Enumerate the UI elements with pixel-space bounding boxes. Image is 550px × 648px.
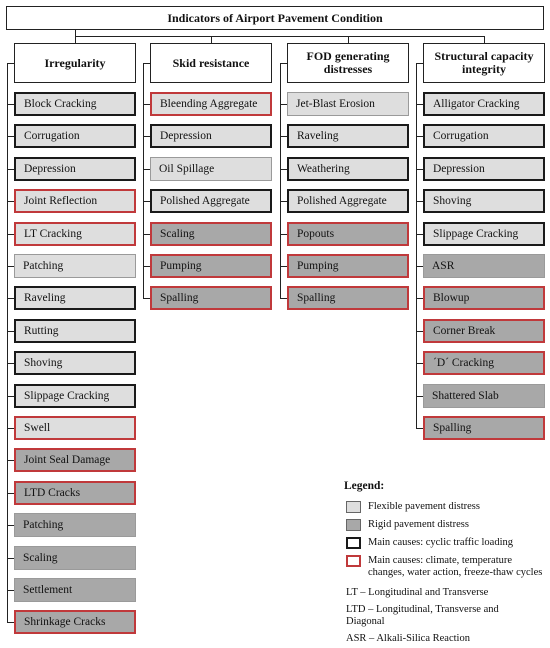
distress-item [14,481,136,505]
distress-item-label: Oil Spillage [159,162,215,175]
distress-item [423,319,545,343]
item-tick-line [7,590,14,591]
item-tick-line [7,622,14,623]
distress-item [287,124,409,148]
distress-item [423,157,545,181]
spine-top-tick-structural [416,63,423,64]
item-tick-line [7,493,14,494]
item-tick-line [416,363,423,364]
item-tick-line [416,201,423,202]
distress-item-label: Scaling [23,551,58,564]
spine-line-structural [416,63,417,429]
spine-line-fod [280,63,281,299]
item-tick-line [143,234,150,235]
item-tick-line [280,298,287,299]
header-drop-line-skid [211,36,212,43]
distress-item-label: Shrinkage Cracks [24,615,106,628]
distress-item [423,286,545,310]
distress-item-label: Raveling [297,129,339,142]
item-tick-line [416,169,423,170]
distress-item [14,92,136,116]
item-tick-line [280,234,287,235]
distress-item-label: ´D´ Cracking [433,356,494,369]
distress-item [287,254,409,278]
spine-line-irregularity [7,63,8,623]
column-header-text: Structural capacity integrity [434,49,534,76]
distress-item-label: Swell [24,421,51,434]
distress-item [14,416,136,440]
item-tick-line [143,136,150,137]
distress-item-label: Slippage Cracking [433,227,519,240]
distress-item-label: Depression [433,162,485,175]
header-drop-line-fod [348,36,349,43]
distress-item-label: Popouts [297,227,335,240]
item-tick-line [416,331,423,332]
item-tick-line [7,266,14,267]
item-tick-line [143,266,150,267]
distress-item-label: Spalling [297,291,336,304]
legend-swatch-cyclic [346,537,361,549]
distress-item-label: Corner Break [433,324,496,337]
distress-item-label: Alligator Cracking [433,97,520,110]
item-tick-line [143,201,150,202]
column-header-fod [287,43,409,83]
distress-item [150,189,272,213]
legend-cyclic: Main causes: cyclic traffic loading [368,537,514,548]
distress-item [423,351,545,375]
item-tick-line [7,558,14,559]
distress-item-label: Polished Aggregate [160,194,250,207]
distress-item-label: Joint Seal Damage [24,453,111,466]
distress-item [150,157,272,181]
distress-item [14,286,136,310]
column-header-text: Irregularity [44,55,106,70]
legend-swatch-rigid [346,519,361,531]
spine-top-tick-fod [280,63,287,64]
legend-title: Legend: [344,480,385,492]
distress-item-label: Rutting [24,324,59,337]
item-tick-line [280,136,287,137]
distress-item-label: Settlement [23,583,73,596]
item-tick-line [143,298,150,299]
distress-item-label: LT Cracking [24,227,82,240]
distress-item [14,384,136,408]
legend-asr: ASR – Alkali-Silica Reaction [346,633,470,644]
distress-item [423,416,545,440]
item-tick-line [280,201,287,202]
distress-item-label: Spalling [433,421,472,434]
legend-ltd: LTD – Longitudinal, Transverse and Diagonal [346,604,499,627]
distress-item-label: Depression [24,162,76,175]
distress-item-label: Spalling [160,291,199,304]
distress-item [14,254,136,278]
distress-item [14,319,136,343]
spine-top-tick-irregularity [7,63,14,64]
distress-item [150,222,272,246]
item-tick-line [7,428,14,429]
legend-swatch-climate [346,555,361,567]
distress-item-label: ASR [432,259,455,272]
item-tick-line [7,234,14,235]
distress-item [287,157,409,181]
legend-climate: Main causes: climate, temperature changes, water action, freeze-thaw cycles [368,555,543,578]
item-tick-line [7,201,14,202]
distress-item-label: Block Cracking [24,97,97,110]
distress-item [150,124,272,148]
distress-item [287,286,409,310]
item-tick-line [7,298,14,299]
spine-line-skid [143,63,144,299]
distress-item-label: Depression [160,129,212,142]
distress-item [14,157,136,181]
item-tick-line [416,428,423,429]
distress-item [14,189,136,213]
distress-item-label: Patching [23,259,64,272]
legend-swatch-flexible [346,501,361,513]
column-header-structural [423,43,545,83]
item-tick-line [7,460,14,461]
distress-item-label: Shoving [24,356,63,369]
legend-flexible: Flexible pavement distress [368,501,480,512]
distress-item [287,92,409,116]
item-tick-line [416,298,423,299]
distress-item [423,222,545,246]
column-header-text: FOD generating distresses [306,49,390,76]
item-tick-line [7,104,14,105]
distress-item [423,124,545,148]
distress-item [287,222,409,246]
distress-item [423,92,545,116]
distress-item [423,189,545,213]
distress-item-label: Bleending Aggregate [160,97,258,110]
header-drop-line-structural [484,36,485,43]
spine-top-tick-skid [143,63,150,64]
distress-item [14,124,136,148]
distress-item [14,610,136,634]
item-tick-line [143,104,150,105]
distress-item [14,513,136,537]
column-header-irregularity [14,43,136,83]
item-tick-line [143,169,150,170]
distress-item-label: Weathering [297,162,350,175]
distress-item [287,189,409,213]
legend-rigid: Rigid pavement distress [368,519,469,530]
distress-item-label: LTD Cracks [24,486,81,499]
column-header-text: Skid resistance [172,55,250,70]
title-bus-line [75,36,485,37]
distress-item-label: Jet-Blast Erosion [296,97,375,110]
distress-item-label: Pumping [297,259,339,272]
distress-item-label: Polished Aggregate [297,194,387,207]
distress-item-label: Shattered Slab [432,389,499,402]
distress-item [14,222,136,246]
item-tick-line [416,266,423,267]
item-tick-line [7,396,14,397]
diagram-title [6,6,544,30]
distress-item-label: Pumping [160,259,202,272]
distress-item-label: Raveling [24,291,66,304]
item-tick-line [280,266,287,267]
item-tick-line [7,363,14,364]
diagram-title-text: Indicators of Airport Pavement Condition [167,10,383,25]
distress-item [150,92,272,116]
item-tick-line [416,396,423,397]
distress-item-label: Joint Reflection [24,194,98,207]
item-tick-line [416,136,423,137]
item-tick-line [7,331,14,332]
item-tick-line [416,104,423,105]
distress-item [423,254,545,278]
distress-item-label: Patching [23,518,64,531]
column-header-skid [150,43,272,83]
distress-item [150,254,272,278]
distress-item-label: Scaling [160,227,195,240]
distress-item-label: Corrugation [433,129,489,142]
distress-item [14,448,136,472]
distress-item [14,546,136,570]
legend-lt: LT – Longitudinal and Transverse [346,587,489,598]
distress-item [14,351,136,375]
distress-item [423,384,545,408]
item-tick-line [7,136,14,137]
item-tick-line [416,234,423,235]
distress-item-label: Corrugation [24,129,80,142]
header-drop-line-irregularity [75,36,76,43]
item-tick-line [280,104,287,105]
item-tick-line [280,169,287,170]
item-tick-line [7,169,14,170]
distress-item-label: Shoving [433,194,472,207]
distress-item [150,286,272,310]
distress-item [14,578,136,602]
item-tick-line [7,525,14,526]
distress-item-label: Blowup [433,291,470,304]
distress-item-label: Slippage Cracking [24,389,110,402]
